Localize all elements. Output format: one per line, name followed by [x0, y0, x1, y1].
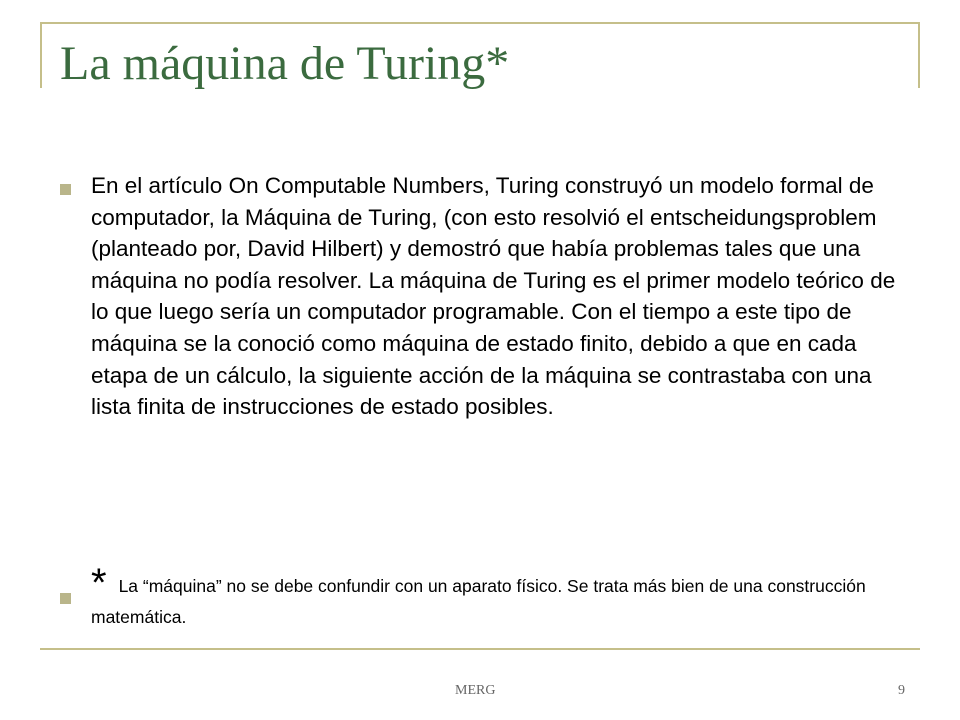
- bullet-square-icon: [60, 593, 71, 604]
- frame-top-line: [40, 22, 920, 24]
- frame-left-line: [40, 22, 42, 88]
- footer-author: MERG: [455, 683, 496, 698]
- bullet-text-note: La “máquina” no se debe confundir con un aparato físico. Se trata más bien de una construcción matemática.: [91, 576, 866, 627]
- asterisk-marker: *: [91, 561, 107, 605]
- bullet-text-turing-machine: En el artículo On Computable Numbers, Turing construyó un modelo formal de computador, la Máquina de Turing, (con esto resolvió el entscheidungsproblem (planteado por, David Hilbert) y demostró que había problemas tales que una máquina no podía resolver. La máquina de Turing es el primer modelo teórico de lo que luego sería un computador programable. Con el tiempo a este tipo de máquina se la conoció como máquina de estado finito, debido a que en cada etapa de un cálculo, la siguiente acción de la máquina se contrastaba con una lista finita de instrucciones de estado posibles.: [91, 173, 896, 420]
- page-number: 9: [898, 683, 905, 698]
- frame-bottom-line: [40, 648, 920, 650]
- slide-title: La máquina de Turing*: [60, 37, 510, 90]
- bullet-note: [91, 561, 909, 633]
- bullet-square-icon: [60, 184, 71, 195]
- frame-right-line: [918, 22, 920, 88]
